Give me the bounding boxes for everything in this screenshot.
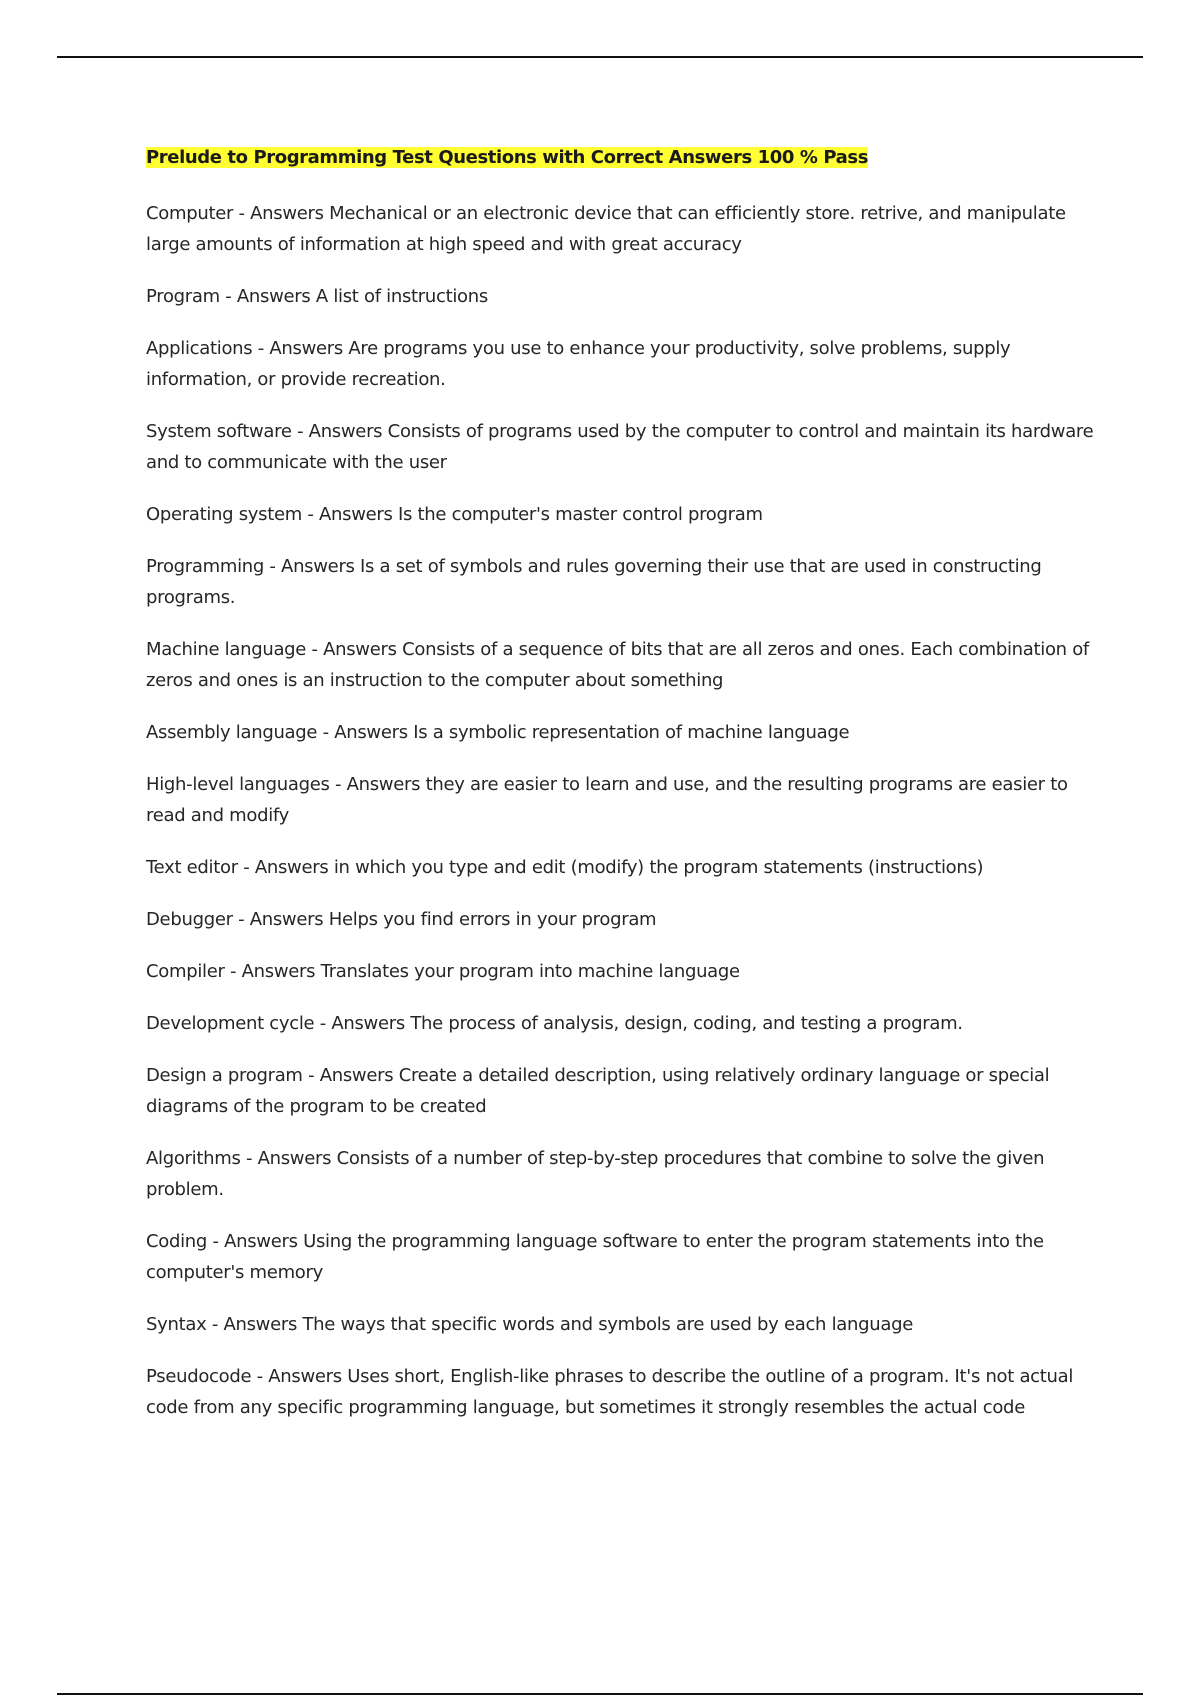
entry-high-level-languages: High-level languages - Answers they are easier to learn and use, and the resulting programs are easier to read and modify	[146, 774, 1068, 826]
entry-debugger: Debugger - Answers Helps you find errors in your program	[146, 909, 657, 930]
header-rule	[57, 56, 1143, 58]
footer-rule	[57, 1693, 1143, 1695]
title-block	[146, 146, 1096, 170]
document-body	[146, 146, 1096, 1444]
entry-program: Program - Answers A list of instructions	[146, 286, 488, 307]
entry-system-software: System software - Answers Consists of programs used by the computer to control and maintain its hardware and to communicate with the user	[146, 421, 1094, 473]
entry-machine-language: Machine language - Answers Consists of a sequence of bits that are all zeros and ones. Each combination of zeros and ones is an instruction to the computer about something	[146, 639, 1089, 691]
entry-text-editor: Text editor - Answers in which you type and edit (modify) the program statements (instructions)	[146, 857, 984, 878]
entry-computer: Computer - Answers Mechanical or an electronic device that can efficiently store. retrive, and manipulate large amounts of information at high speed and with great accuracy	[146, 203, 1066, 255]
document-title: Prelude to Programming Test Questions with Correct Answers 100 % Pass	[146, 147, 869, 168]
entry-syntax: Syntax - Answers The ways that specific words and symbols are used by each language	[146, 1314, 913, 1335]
entry-operating-system: Operating system - Answers Is the computer's master control program	[146, 504, 763, 525]
entry-development-cycle: Development cycle - Answers The process of analysis, design, coding, and testing a program.	[146, 1013, 963, 1034]
entry-compiler: Compiler - Answers Translates your program into machine language	[146, 961, 740, 982]
entry-algorithms: Algorithms - Answers Consists of a number of step-by-step procedures that combine to solve the given problem.	[146, 1148, 1045, 1200]
entry-design-a-program: Design a program - Answers Create a detailed description, using relatively ordinary language or special diagrams of the program to be created	[146, 1065, 1050, 1117]
entry-pseudocode: Pseudocode - Answers Uses short, English-like phrases to describe the outline of a program. It's not actual code from any specific programming language, but sometimes it strongly resembles the actual code	[146, 1366, 1074, 1418]
entry-assembly-language: Assembly language - Answers Is a symbolic representation of machine language	[146, 722, 850, 743]
entry-programming: Programming - Answers Is a set of symbols and rules governing their use that are used in constructing programs.	[146, 556, 1042, 608]
entry-applications: Applications - Answers Are programs you use to enhance your productivity, solve problems, supply information, or provide recreation.	[146, 338, 1011, 390]
entry-coding: Coding - Answers Using the programming language software to enter the program statements into the computer's memory	[146, 1231, 1044, 1283]
